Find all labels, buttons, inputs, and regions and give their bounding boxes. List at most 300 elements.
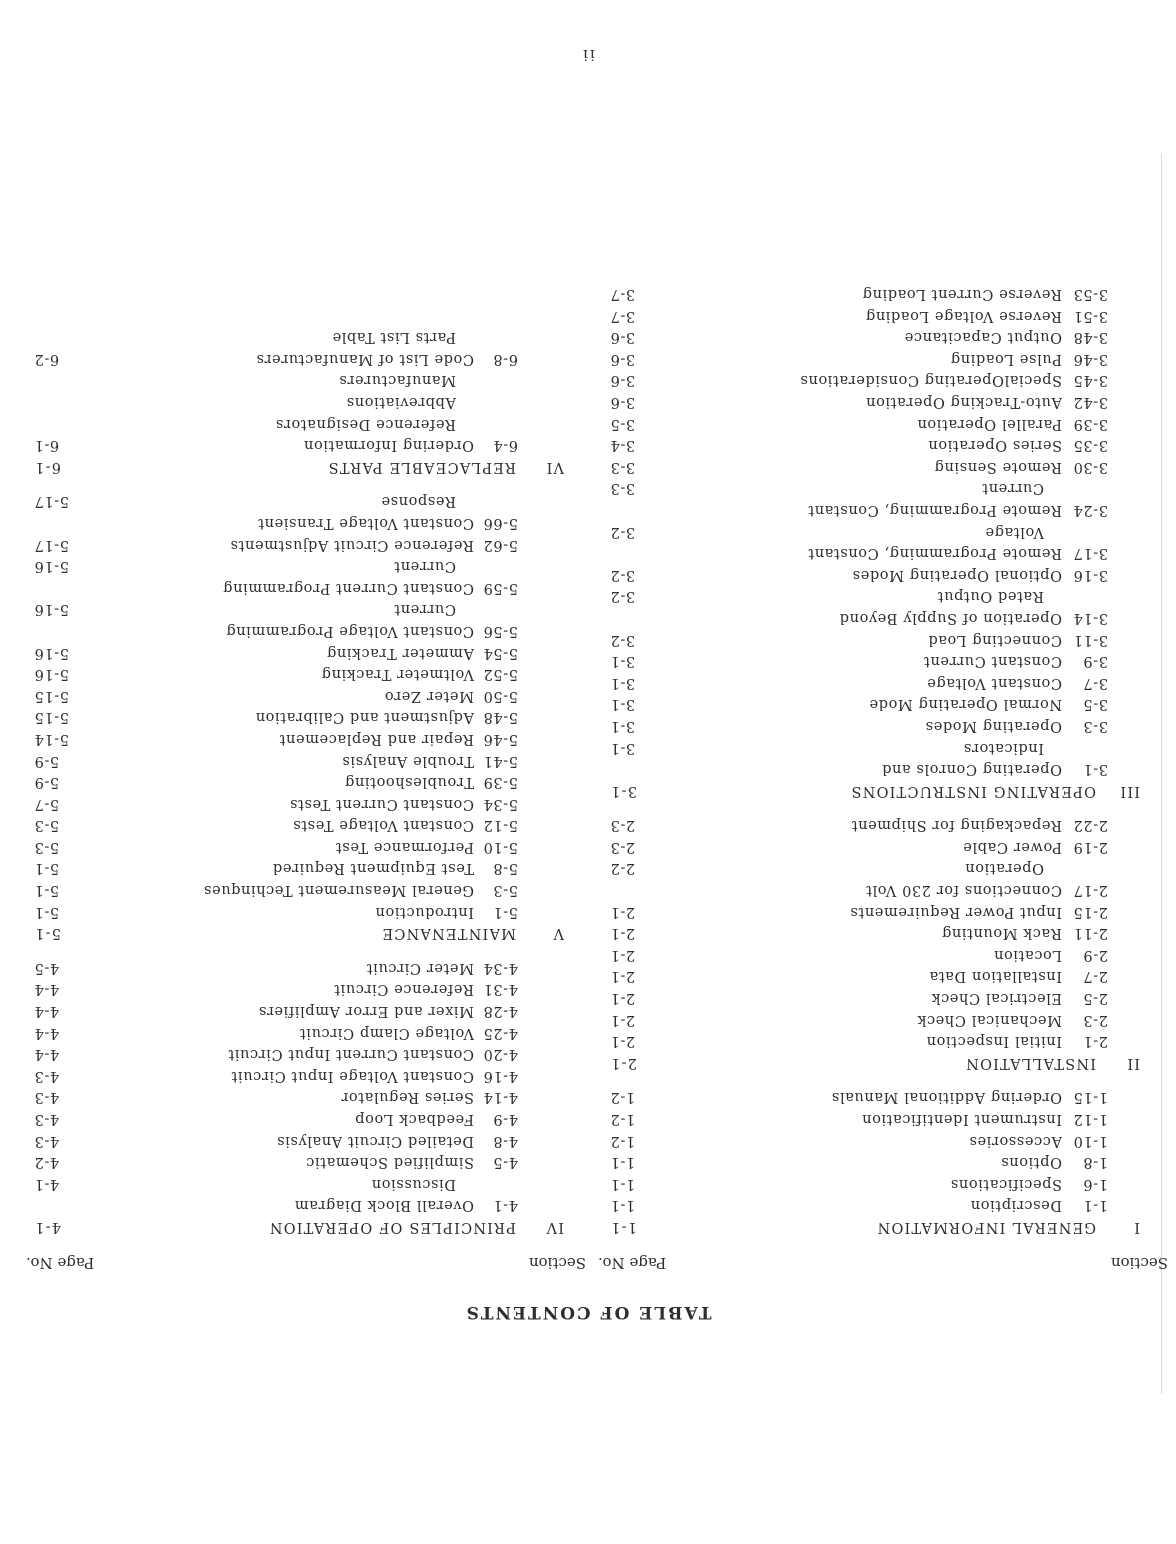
section-title: INSTALLATION [964,1054,1096,1071]
entry-number: 5-50 [483,687,518,704]
toc-entry-row [598,280,1168,302]
entry-page-number: 2-1 [610,925,636,942]
entry-number: 5-46 [483,730,518,747]
toc-entry-row [598,561,1168,583]
toc-entry-row [26,954,586,976]
entry-page-number: 4-3 [34,1132,60,1149]
entry-number: 5-62 [483,536,518,553]
toc-entry-row [598,984,1168,1006]
entry-title: Remote Programming, Constant [807,502,1062,518]
toc-entry-row [26,704,586,726]
toc-entry-row [598,1149,1168,1171]
entry-page-number: 3-2 [610,523,636,540]
entry-number: 2-11 [1073,925,1108,942]
entry-number: 2-3 [1082,1011,1108,1028]
entry-title: Meter Zero [384,687,474,704]
toc-entry-row [598,345,1168,367]
entry-title: Voltage [984,523,1044,540]
toc-entry-row [26,877,586,899]
toc-entry-row [598,453,1168,475]
entry-title: Pulse Loading [950,350,1062,367]
entry-number: 4-9 [492,1111,518,1128]
entry-page-number: 5-15 [34,709,69,726]
entry-number: 3-5 [1082,696,1108,713]
section-title: MAINTENANCE [381,925,516,942]
entry-page-number: 3-4 [610,437,636,454]
entry-page-number: 3-6 [610,329,636,346]
entry-number: 3-16 [1073,566,1108,583]
toc-entry-row [26,531,586,553]
entry-page-number: 5-16 [34,666,69,683]
toc-entry-row [598,1084,1168,1106]
toc-entry-row [26,345,586,367]
page-title: TABLE OF CONTENTS [464,1302,712,1322]
entry-page-number: 3-2 [610,631,636,648]
entry-page-number: 2-1 [610,1054,637,1071]
entry-number: 5-1 [492,903,518,920]
entry-title: Normal Operating Mode [868,696,1062,713]
entry-page-number: 5-3 [34,817,60,834]
entry-title: Troubleshooting [344,774,474,791]
section-title: PRINCIPLES OF OPERATION [268,1219,516,1235]
entry-page-number: 3-7 [610,286,636,303]
entry-title: Overall Block Diagram [294,1197,474,1214]
entry-number: 5-41 [483,752,518,769]
entry-title: Output Capacitance [904,329,1062,346]
entry-page-number: 2-1 [610,968,636,985]
entry-title: Operating Conrols and [881,761,1062,778]
entry-title: Ordering Additional Manuals [831,1089,1062,1106]
entry-title: Constant Voltage Input Circuit [230,1067,474,1084]
entry-title: Introduction [374,903,474,920]
toc-entry-row [598,855,1168,877]
entry-page-number: 2-3 [610,817,636,834]
toc-entry-row [26,1170,586,1192]
toc-entry-row [26,769,586,791]
entry-number: 4-16 [483,1067,518,1084]
entry-title: Remote Sensing [934,458,1062,475]
entry-number: 5-10 [483,838,518,855]
entry-number: 3-1 [1082,761,1108,778]
toc-entry-row [26,1062,586,1084]
toc-entry-row [598,691,1168,713]
entry-title: Ammeter Tracking [326,644,474,661]
entry-page-number: 4-4 [34,1046,60,1063]
toc-entry-row [598,669,1168,691]
entry-title: Reverse Voltage Loading [865,307,1062,324]
entry-title: Repair and Replacement [279,730,474,747]
toc-entry-row [598,833,1168,855]
entry-title: Voltage Clamp Circuit [299,1024,474,1041]
entry-number: 5-12 [483,817,518,834]
entry-title: Installation Data [929,968,1062,985]
entry-number: 5-8 [492,860,518,877]
toc-section-row [598,1049,1168,1071]
entry-number: 1-8 [1082,1154,1108,1171]
toc-entry-row [26,898,586,920]
toc-entries-left [598,280,1168,1235]
toc-entry-row [26,388,586,410]
entry-number: 3-42 [1073,394,1108,411]
entry-page-number: 5-9 [34,774,60,791]
entry-number: 2-9 [1082,946,1108,963]
toc-entry-row [26,997,586,1019]
entry-number: 3-7 [1082,674,1108,691]
entry-page-number: 3-1 [610,739,636,756]
entry-number: 4-31 [483,981,518,998]
entry-title: Description [970,1197,1062,1214]
toc-entry-row [598,604,1168,626]
entry-title: Constant Voltage Tests [292,817,474,834]
entry-title: Parallel Operation [916,415,1062,432]
toc-column-right [26,324,586,1272]
entry-page-number: 4-4 [34,1024,60,1041]
entry-title: Reference Circuit [333,981,474,998]
entry-number: 4-14 [483,1089,518,1106]
entry-page-number: 3-2 [610,588,636,605]
entry-title: Reference Designators [275,415,456,432]
section-title: OPERATING INSTRUCTIONS [850,782,1096,799]
toc-entry-row [598,1006,1168,1028]
entry-page-number: 5-17 [34,536,69,553]
entry-page-number: 5-17 [34,493,69,510]
entry-title: Adjustment and Calibration [255,709,474,726]
entry-number: 2-1 [1082,1033,1108,1050]
entry-title: Ordering Information [303,437,474,454]
entry-title: General Measurement Techinques [203,882,474,899]
entry-page-number: 5-16 [34,558,69,575]
toc-entry-row [598,1028,1168,1050]
entry-title: Rack Mounting [941,925,1062,942]
entry-number: 3-3 [1082,717,1108,734]
entry-number: 4-25 [483,1024,518,1041]
entry-title: Current [981,480,1044,497]
entry-number: 3-35 [1073,437,1108,454]
entry-number: 3-9 [1082,653,1108,670]
toc-entry-row [598,756,1168,778]
entry-page-number: 3-1 [610,653,636,670]
toc-entry-row [598,475,1168,497]
toc-entry-row [26,324,586,346]
entry-page-number: 4-3 [34,1111,60,1128]
entry-number: 5-48 [483,709,518,726]
entry-page-number: 5-14 [34,730,69,747]
section-numeral: V [552,925,564,942]
entry-page-number: 2-1 [610,1011,636,1028]
entry-number: 2-17 [1073,882,1108,899]
entry-title: Rated Output [937,588,1044,605]
entry-number: 6-8 [492,350,518,367]
entry-title: Discussion [371,1175,456,1192]
entry-number: 4-5 [492,1154,518,1171]
toc-entry-row [26,682,586,704]
entry-title: Accessories [968,1132,1062,1149]
entry-number: 5-59 [483,579,518,596]
page-number-header: Page No. [598,1254,667,1272]
entry-number: 5-54 [483,644,518,661]
entry-number: 4-8 [492,1132,518,1149]
toc-entry-row [598,388,1168,410]
entry-page-number: 3-2 [610,566,636,583]
toc-entry-row [26,833,586,855]
entry-number: 4-34 [483,959,518,976]
entry-number: 3-24 [1073,502,1108,518]
entry-number: 3-11 [1073,631,1108,648]
entry-page-number: 2-3 [610,838,636,855]
section-numeral: II [1126,1054,1140,1071]
entry-title: Repackaging for Shipment [851,817,1062,834]
entry-title: Operation of Supply Beyond [839,609,1062,626]
page-number-header: Page No. [26,1254,95,1272]
toc-entry-row [598,324,1168,346]
toc-section-row [26,920,586,942]
toc-entry-row [26,855,586,877]
entry-number: 4-20 [483,1046,518,1063]
section-header: Section [528,1254,586,1272]
entry-page-number: 4-1 [34,1175,60,1192]
column-header [598,1248,1168,1272]
entry-number: 3-17 [1073,545,1108,562]
toc-entry-row [598,1192,1168,1214]
section-title: GENERAL INFORMATION [876,1219,1096,1235]
entry-title: Options [1000,1154,1062,1171]
toc-entry-row [26,574,586,596]
entry-number: 3-14 [1073,609,1108,626]
entry-page-number: 1-1 [610,1175,636,1192]
entry-page-number: 1-2 [610,1132,636,1149]
entry-title: Trouble Analysis [341,752,474,769]
entry-title: Constant Current [923,653,1062,670]
toc-entry-row [26,410,586,432]
toc-entry-row [26,1105,586,1127]
entry-number: 4-28 [483,1003,518,1020]
entry-number: 3-30 [1073,458,1108,475]
toc-entry-row [598,877,1168,899]
section-numeral: VI [545,458,564,475]
entry-page-number: 4-4 [34,981,60,998]
entry-title: Constant Current Input Circuit [227,1046,474,1063]
toc-entry-row [26,367,586,389]
entry-number: 3-45 [1073,372,1108,389]
entry-number: 4-1 [492,1197,518,1214]
entry-page-number: 6-2 [34,350,60,367]
toc-entry-row [598,432,1168,454]
entry-title: Optional Operating Modes [852,566,1062,583]
entry-page-number: 5-3 [34,838,60,855]
entry-page-number: 1-1 [610,1219,637,1235]
entry-page-number: 5-1 [34,925,61,942]
toc-entry-row [598,712,1168,734]
entry-title: Remote Programming, Constant [807,545,1062,562]
entry-title: Initial Inspection [926,1033,1062,1050]
toc-entry-row [26,617,586,639]
toc-entry-row [598,941,1168,963]
entry-number: 5-3 [492,882,518,899]
entry-number: 5-66 [483,515,518,531]
section-numeral: IV [545,1219,564,1235]
entry-title: Constant Current Tests [289,795,474,812]
entry-title: Mixer and Error Amplifiers [258,1003,474,1020]
entry-title: Indicators [963,739,1044,756]
entry-number: 2-7 [1082,968,1108,985]
entry-title: Constant Voltage Programming [225,622,474,639]
entry-title: Constant Voltage Transient [257,515,474,531]
entry-title: Reverse Current Loading [862,286,1062,303]
entry-page-number: 3-6 [610,372,636,389]
toc-column-left [598,280,1168,1272]
entry-number: 3-51 [1073,307,1108,324]
toc-entry-row [598,367,1168,389]
entry-title: Feedback Loop [354,1111,474,1128]
toc-entry-row [598,963,1168,985]
entry-page-number: 5-1 [34,882,60,899]
entry-page-number: 5-7 [34,795,60,812]
toc-entry-row [26,1192,586,1214]
entry-title: Location [993,946,1062,963]
entry-page-number: 2-1 [610,903,636,920]
entry-page-number: 5-1 [34,903,60,920]
entry-page-number: 2-1 [610,946,636,963]
toc-entry-row [598,1105,1168,1127]
entry-page-number: 6-1 [34,437,60,454]
entry-page-number: 2-2 [610,860,636,877]
entry-page-number: 3-6 [610,394,636,411]
entry-number: 3-48 [1073,329,1108,346]
toc-entry-row [26,1127,586,1149]
toc-entry-row [26,639,586,661]
entry-title: Constant Voltage [926,674,1062,691]
toc-entry-row [26,976,586,998]
entry-title: Instrument Identification [861,1111,1062,1128]
entry-number: 1-15 [1073,1089,1108,1106]
entry-number: 6-4 [492,437,518,454]
entry-number: 2-5 [1082,990,1108,1007]
toc-section-row [598,1213,1168,1235]
entry-title: Response [380,493,456,510]
toc-entry-row [26,1019,586,1041]
entry-page-number: 3-6 [610,350,636,367]
entry-page-number: 4-5 [34,959,60,976]
entry-title: Power Cable [962,838,1062,855]
toc-entry-row [598,626,1168,648]
entry-number: 5-39 [483,774,518,791]
entry-page-number: 1-2 [610,1089,636,1106]
entry-title: Parts List Table [332,329,456,346]
entry-page-number: 1-1 [610,1197,636,1214]
toc-entry-row [26,725,586,747]
entry-page-number: 5-9 [34,752,60,769]
entry-number: 3-46 [1073,350,1108,367]
toc-entry-row [26,553,586,575]
entry-page-number: 4-4 [34,1003,60,1020]
entry-page-number: 2-1 [610,990,636,1007]
toc-section-row [598,777,1168,799]
entry-title: Input Power Requirements [849,903,1062,920]
entry-page-number: 5-1 [34,860,60,877]
entry-number: 2-19 [1073,838,1108,855]
entry-title: Simplified Schematic [305,1154,474,1171]
entry-page-number: 3-3 [610,480,636,497]
entry-page-number: 4-3 [34,1067,60,1084]
entry-number: 1-10 [1073,1132,1108,1149]
toc-entry-row [598,1170,1168,1192]
entry-title: Electrical Check [931,990,1062,1007]
toc-entries-right [26,324,586,1235]
toc-entry-row [26,661,586,683]
column-header [26,1248,586,1272]
entry-title: Series Regulator [340,1089,474,1106]
toc-entry-row [598,648,1168,670]
toc-entry-row [26,488,586,510]
entry-title: Series Operation [927,437,1062,454]
entry-page-number: 1-1 [610,1154,636,1171]
toc-entry-row [26,1041,586,1063]
entry-page-number: 2-1 [610,1033,636,1050]
toc-entry-row [26,747,586,769]
toc-entry-row [26,596,586,618]
entry-page-number: 3-1 [610,782,637,799]
entry-title: Operation [964,860,1044,877]
toc-entry-row [26,812,586,834]
entry-title: Specifications [950,1175,1062,1192]
entry-page-number: 4-3 [34,1089,60,1106]
entry-number: 2-22 [1073,817,1108,834]
toc-entry-row [598,1127,1168,1149]
toc-entry-row [598,920,1168,942]
entry-number: 3-53 [1073,286,1108,303]
entry-page-number: 3-7 [610,307,636,324]
toc-entry-row [26,1149,586,1171]
toc-entry-row [598,410,1168,432]
entry-page-number: 3-5 [610,415,636,432]
toc-section-row [26,1213,586,1235]
entry-page-number: 4-1 [34,1219,61,1235]
toc-entry-row [26,790,586,812]
page-number: ii [581,46,595,64]
toc-entry-row [26,1084,586,1106]
entry-title: Connections for 230 Volt [865,882,1062,899]
section-header: Section [1110,1254,1168,1272]
entry-number: 3-39 [1073,415,1108,432]
entry-title: Detailed Circuit Analysis [276,1132,474,1149]
entry-page-number: 3-1 [610,717,636,734]
entry-page-number: 3-1 [610,674,636,691]
toc-entry-row [598,302,1168,324]
entry-page-number: 1-2 [610,1111,636,1128]
entry-number: 5-34 [483,795,518,812]
entry-page-number: 5-16 [34,601,69,618]
entry-page-number: 3-3 [610,458,636,475]
entry-title: Abbreviations [346,394,456,411]
toc-entry-row [598,583,1168,605]
entry-page-number: 5-16 [34,644,69,661]
toc-section-row [26,453,586,475]
entry-number: 5-52 [483,666,518,683]
entry-number: 1-12 [1073,1111,1108,1128]
toc-entry-row [598,898,1168,920]
section-numeral: I [1133,1219,1140,1235]
entry-title: Test Equipment Required [272,860,474,877]
entry-title: Connecting Load [927,631,1062,648]
toc-entry-row [26,509,586,531]
toc-entry-row [598,540,1168,562]
entry-number: 1-6 [1082,1175,1108,1192]
entry-title: Meter Circuit [366,959,474,976]
toc-entry-row [598,518,1168,540]
entry-title: Current [393,558,456,575]
entry-number: 1-1 [1082,1197,1108,1214]
toc-entry-row [598,496,1168,518]
